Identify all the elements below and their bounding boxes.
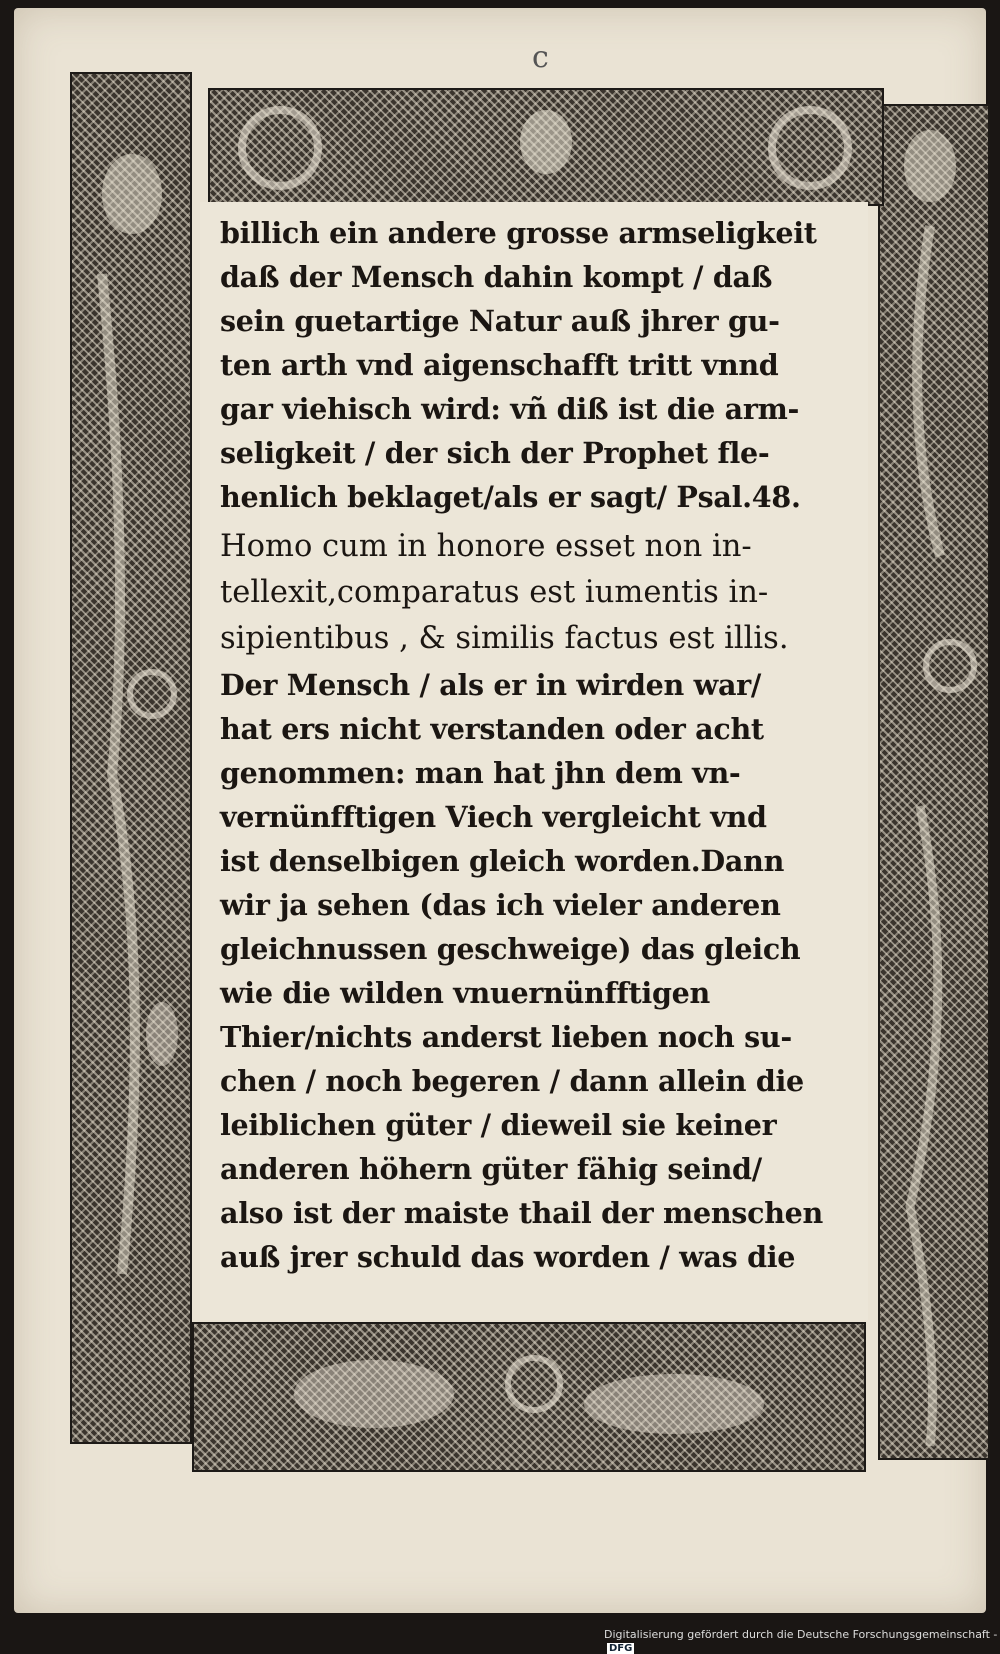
footer-credit xyxy=(604,1628,1000,1654)
text-line: daß der Mensch dahin kompt / daß xyxy=(220,260,773,294)
footer-text: Digitalisierung gefördert durch die Deutsche Forschungsgemeinschaft - xyxy=(604,1628,998,1641)
text-line: henlich beklaget/als er sagt/ Psal.48. xyxy=(220,480,801,514)
latin-line: sipientibus , & similis factus est illis. xyxy=(220,620,789,656)
text-line: also ist der maiste thail der menschen xyxy=(220,1196,824,1230)
text-line: gar viehisch wird: vñ diß ist die arm- xyxy=(220,392,800,426)
text-line: billich ein andere grosse armseligkeit xyxy=(220,216,817,250)
woodcut-border-left xyxy=(70,72,192,1444)
woodcut-border-top xyxy=(208,88,884,206)
text-line: gleichnussen geschweige) das gleich xyxy=(220,932,801,966)
text-line: Der Mensch / als er in wirden war/ xyxy=(220,668,762,702)
text-line: auß jrer schuld das worden / was die xyxy=(220,1240,796,1274)
text-line: chen / noch begeren / dann allein die xyxy=(220,1064,804,1098)
latin-line: tellexit,comparatus est iumentis in- xyxy=(220,574,769,610)
text-line: sein guetartige Natur auß jhrer gu- xyxy=(220,304,780,338)
woodcut-border-right xyxy=(878,104,990,1460)
text-line: ist denselbigen gleich worden.Dann xyxy=(220,844,785,878)
dfg-logo: DFG xyxy=(609,1643,633,1654)
page-mark: c xyxy=(532,40,549,75)
text-line: ten arth vnd aigenschafft tritt vnnd xyxy=(220,348,779,382)
woodcut-border-bottom xyxy=(192,1322,866,1472)
text-line: Thier/nichts anderst lieben noch su- xyxy=(220,1020,792,1054)
text-line: leiblichen güter / dieweil sie keiner xyxy=(220,1108,777,1142)
text-line: hat ers nicht verstanden oder acht xyxy=(220,712,764,746)
text-line: seligkeit / der sich der Prophet fle- xyxy=(220,436,770,470)
text-line: anderen höhern güter fähig seind/ xyxy=(220,1152,762,1186)
text-line: genommen: man hat jhn dem vn- xyxy=(220,756,741,790)
latin-line: Homo cum in honore esset non in- xyxy=(220,528,752,564)
text-line: wir ja sehen (das ich vieler anderen xyxy=(220,888,781,922)
text-line: wie die wilden vnuernünfftigen xyxy=(220,976,710,1010)
text-line: vernünfftigen Viech vergleicht vnd xyxy=(220,800,767,834)
